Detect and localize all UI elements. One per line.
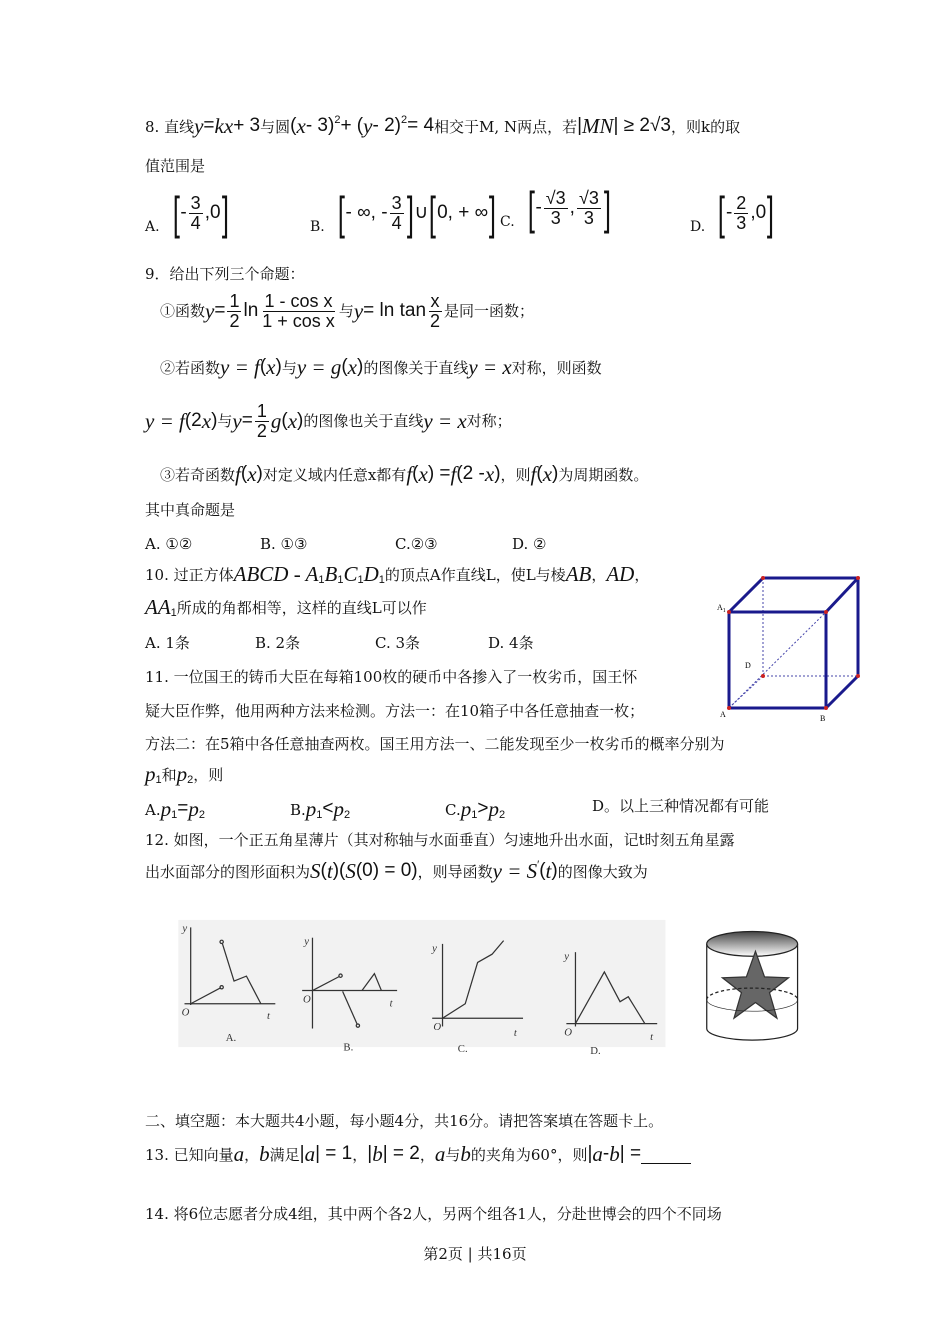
- subscript: 1: [316, 809, 323, 821]
- vertex: [761, 674, 765, 678]
- numerator: 2: [736, 192, 747, 213]
- text: 11. 一位国王的铸币大臣在每箱100枚的硬币中各掺入了一枚劣币，国王怀: [145, 668, 638, 686]
- superscript: 2: [334, 114, 341, 126]
- text: 的图像也关于直线: [303, 412, 424, 431]
- text: 二、填空题：本大题共4小题，每小题4分，共16分。请把答案填在答题卡上。: [145, 1112, 664, 1130]
- math: ): [551, 860, 558, 882]
- numerator: √3: [578, 187, 599, 208]
- text: 对称；: [466, 412, 512, 431]
- math-var: C: [343, 562, 358, 586]
- math-var: y = x: [423, 408, 467, 433]
- text: 对称，则函数: [511, 358, 602, 377]
- graph-label-a: A.: [225, 1031, 237, 1044]
- fraction: [189, 194, 203, 233]
- math: )(: [332, 860, 346, 882]
- denominator: 2: [430, 310, 441, 331]
- option-label: C.: [500, 214, 515, 231]
- denominator: 2: [229, 310, 240, 331]
- cube-figure: [700, 565, 870, 730]
- math-var: a: [434, 1142, 446, 1166]
- text: ，: [419, 1145, 435, 1164]
- cube-visible-edges: [729, 578, 858, 708]
- text: B. 2条: [255, 634, 301, 652]
- math-var: p: [176, 762, 188, 786]
- q9-proposition-2a: [160, 355, 602, 380]
- denominator: 3: [583, 207, 594, 228]
- text: ，则导函数: [417, 862, 493, 881]
- q11-stem-line3: [145, 735, 725, 753]
- text: 8. 直线: [145, 117, 195, 136]
- q11-stem-line2: [145, 702, 644, 720]
- graph-label-b: B.: [343, 1041, 354, 1054]
- q10-option-d: [488, 634, 534, 652]
- math: ): [275, 356, 282, 378]
- text: 的顶点A作直线L，使L与棱: [384, 565, 566, 584]
- q10-stem-line2: [145, 595, 427, 620]
- edge: [826, 676, 858, 708]
- math-var: b: [460, 1142, 471, 1166]
- subscript: 1: [378, 574, 385, 586]
- q8-option-d: [690, 187, 775, 239]
- math: =: [203, 115, 215, 137]
- text: ，则: [500, 465, 531, 484]
- text: 与: [445, 1145, 461, 1164]
- q8-option-c: [500, 182, 612, 234]
- numerator: 3: [190, 192, 201, 213]
- math-var: y = x: [468, 355, 512, 379]
- math-var: y = g: [296, 355, 342, 379]
- math-var: x: [201, 408, 212, 433]
- math: | = 2: [382, 1143, 420, 1165]
- label-a1: $A_1$: [717, 603, 726, 614]
- math-var: f: [406, 462, 413, 486]
- q11-option-c: [445, 797, 505, 822]
- text: A. 1条: [145, 634, 190, 652]
- text: 对定义域内任意x都有: [262, 465, 407, 484]
- math-var: a: [592, 1142, 603, 1166]
- numerator: x: [430, 291, 440, 311]
- subscript: 1: [171, 809, 178, 821]
- vertex: [824, 706, 828, 710]
- text: ，: [634, 565, 650, 584]
- math: |: [299, 1143, 305, 1165]
- text: C.②③: [395, 535, 438, 553]
- math: (: [281, 409, 288, 431]
- math-var: AB: [565, 562, 592, 586]
- math-var: p: [333, 797, 345, 821]
- q12-stem-line1: [145, 831, 735, 849]
- axis-label-y: y: [564, 950, 570, 963]
- math: -: [602, 1143, 610, 1165]
- label-a: A: [720, 710, 726, 719]
- text: ，: [352, 1145, 368, 1164]
- text: C. 3条: [375, 634, 421, 652]
- option-label: D.: [690, 219, 706, 236]
- math-var: ABCD - A: [233, 562, 319, 586]
- math-var: x: [266, 355, 276, 379]
- math: 0, + ∞: [437, 201, 489, 223]
- q8-stem-line2: [145, 157, 205, 175]
- edge: [729, 578, 763, 612]
- text: 与: [338, 302, 354, 321]
- denominator: 4: [391, 212, 402, 233]
- option-label: A.: [145, 219, 160, 236]
- math: (: [290, 115, 297, 137]
- bracket: [: [337, 187, 345, 239]
- graphs-background: [178, 920, 665, 1047]
- bracket: [: [172, 187, 180, 239]
- math-var: S: [310, 859, 321, 883]
- q9-option-b: [260, 535, 307, 553]
- subscript: 1: [318, 574, 325, 586]
- math: (: [536, 463, 543, 485]
- math: -: [535, 196, 542, 218]
- q11-option-a: [145, 797, 205, 822]
- axis-label-t: t: [650, 1031, 654, 1044]
- text: B.: [290, 800, 306, 819]
- q10-stem-line1: [145, 562, 649, 587]
- math-var: y: [353, 298, 364, 323]
- subscript: 2: [498, 809, 506, 821]
- math-var: x: [347, 355, 357, 379]
- text: B. ①③: [260, 535, 308, 553]
- q10-option-c: [375, 634, 420, 652]
- math-var: MN: [582, 114, 614, 138]
- math-var: AD: [606, 562, 635, 586]
- origin-label: O: [181, 1006, 190, 1019]
- vertex: [761, 576, 765, 580]
- math: ): [256, 463, 263, 485]
- math-var: x: [542, 462, 553, 486]
- text: ②若函数: [160, 358, 221, 377]
- math: |: [587, 1143, 593, 1165]
- numerator: 3: [391, 192, 402, 213]
- vertex: [727, 610, 731, 614]
- answer-blank: [641, 1145, 691, 1164]
- math: =: [214, 299, 226, 321]
- math-var: x: [287, 408, 298, 433]
- math: - ∞, -: [345, 201, 388, 223]
- bracket: ]: [221, 187, 229, 239]
- q11-option-d: [592, 797, 769, 815]
- math: (: [259, 356, 267, 378]
- math: = ln tan: [363, 299, 427, 321]
- q9-proposition-1: [160, 292, 534, 331]
- math-var: y: [232, 408, 242, 433]
- math-var: y = S: [492, 859, 538, 883]
- vertex: [856, 576, 860, 580]
- text: ，: [591, 565, 607, 584]
- math-var: a: [233, 1142, 245, 1166]
- text: 的图像大致为: [557, 862, 648, 881]
- math-var: t: [326, 859, 333, 883]
- math: -: [725, 201, 733, 223]
- text: 方法二：在5箱中各任意抽查两枚。国王用方法一、二能发现至少一枚劣币的概率分别为: [145, 735, 725, 753]
- denominator: 2: [256, 420, 267, 441]
- q10-option-b: [255, 634, 300, 652]
- math-var: b: [372, 1142, 383, 1166]
- denominator: 1 + cos x: [262, 310, 335, 331]
- math-var: t: [545, 859, 552, 883]
- cylinder-top: [707, 932, 798, 957]
- math: (2: [184, 409, 202, 431]
- text: 14. 将6位志愿者分成4组，其中两个各2人，另两个组各1人，分赴世博会的四个不同场: [145, 1205, 722, 1223]
- text: D. 4条: [488, 634, 534, 652]
- math-var: S: [345, 859, 356, 883]
- text: 为周期函数。: [558, 465, 649, 484]
- axis-label-y: y: [432, 942, 437, 955]
- math-var: b: [609, 1142, 620, 1166]
- math: ): [297, 409, 304, 431]
- graph-label-c: C.: [457, 1043, 468, 1056]
- origin-label: O: [433, 1020, 442, 1033]
- bracket: ]: [767, 187, 775, 239]
- text: 与圆: [260, 117, 291, 136]
- denominator: 4: [190, 212, 201, 233]
- fraction: [428, 292, 442, 331]
- page-footer: [0, 1245, 950, 1263]
- axis-label-y: y: [304, 935, 309, 948]
- text: ，: [244, 1145, 260, 1164]
- math-var: y: [205, 298, 215, 323]
- math: (: [341, 356, 348, 378]
- text: 和: [161, 765, 177, 784]
- math: ln: [243, 299, 259, 321]
- math: <: [322, 798, 334, 820]
- section-2-heading: [145, 1112, 663, 1130]
- q9-ask: [145, 501, 235, 519]
- math: ): [494, 463, 501, 485]
- text: A. ①②: [145, 535, 193, 553]
- subscript: 1: [471, 809, 478, 821]
- math: ) =: [427, 463, 451, 485]
- math: ): [357, 356, 364, 378]
- text: 疑大臣作弊，他用两种方法来检测。方法一：在10箱子中各任意抽查一枚；: [145, 702, 645, 720]
- text: D. ②: [512, 535, 547, 553]
- label-b: B: [820, 714, 826, 723]
- text: C.: [445, 800, 461, 819]
- subscript: 2: [187, 774, 194, 786]
- math: (: [240, 463, 248, 485]
- math: + 3: [233, 115, 261, 137]
- hidden-edge: [729, 676, 763, 708]
- graph-label-d: D.: [590, 1045, 601, 1058]
- math-var: x: [484, 462, 495, 486]
- math: ): [211, 409, 218, 431]
- axis-label-t: t: [267, 1010, 271, 1023]
- math-var: p: [305, 797, 317, 821]
- numerator: 1: [256, 401, 267, 421]
- math-var: y: [194, 114, 204, 138]
- q8-option-a: [145, 187, 229, 239]
- math-var: D: [363, 562, 379, 586]
- q8-stem-line1: [145, 114, 740, 139]
- math-var: y: [363, 114, 373, 138]
- math: | ≥ 2√3: [613, 115, 671, 137]
- q11-stem-line1: [145, 668, 637, 686]
- fraction: [577, 189, 601, 228]
- text: 13. 已知向量: [145, 1145, 234, 1164]
- subscript: 2: [344, 809, 351, 821]
- math-var: a: [304, 1142, 316, 1166]
- text: 与: [217, 412, 233, 431]
- subscript: 1: [357, 574, 364, 586]
- math-var: f: [235, 462, 241, 486]
- math-var: g: [270, 408, 282, 433]
- q12-figure: [170, 915, 810, 1058]
- text: ，则k的取: [671, 117, 741, 136]
- math-var: p: [488, 797, 499, 821]
- edge: [826, 578, 858, 612]
- math: - 3): [305, 115, 335, 137]
- q9-proposition-3: [160, 462, 648, 487]
- math: (: [320, 860, 327, 882]
- text: 是同一函数；: [444, 302, 535, 321]
- numerator: 1 - cos x: [264, 291, 333, 311]
- text: 值范围是: [145, 157, 206, 175]
- math: (2 -: [456, 463, 485, 485]
- text: ①函数: [160, 302, 206, 321]
- q14-stem: [145, 1205, 722, 1223]
- text: 的夹角为60°，则: [470, 1145, 588, 1164]
- subscript: 2: [198, 809, 205, 821]
- math: |: [577, 115, 583, 137]
- numerator: 1: [229, 291, 240, 311]
- text: 与: [281, 358, 297, 377]
- q13-stem: [145, 1142, 691, 1167]
- math: =: [241, 409, 253, 431]
- math: (: [539, 860, 546, 882]
- math: |: [367, 1143, 373, 1165]
- text: 所成的角都相等，这样的直线L可以作: [176, 598, 427, 617]
- origin-label: O: [302, 993, 311, 1006]
- denominator: 3: [550, 207, 561, 228]
- origin-label: O: [564, 1026, 573, 1039]
- denominator: 3: [736, 212, 747, 233]
- math-var: b: [259, 1142, 270, 1166]
- math-var: x: [247, 462, 257, 486]
- fraction: [255, 402, 269, 441]
- math: =: [177, 798, 189, 820]
- text: ，则: [193, 765, 224, 784]
- vertex: [856, 674, 860, 678]
- diagonal-line: [729, 612, 826, 708]
- math: = 4: [407, 115, 435, 137]
- axis-label-t: t: [389, 997, 393, 1010]
- math: ∪: [414, 201, 429, 223]
- q12-stem-line2: [145, 859, 648, 884]
- math: ): [552, 463, 559, 485]
- bracket: ]: [489, 187, 497, 239]
- vertex: [824, 610, 828, 614]
- math: >: [477, 798, 489, 820]
- math-var: B: [324, 562, 338, 586]
- numerator: √3: [545, 187, 566, 208]
- option-label: B.: [310, 219, 325, 236]
- math: ,0: [204, 201, 221, 223]
- text: 满足: [269, 1145, 300, 1164]
- math: ,: [569, 196, 575, 218]
- math-var: x: [418, 462, 428, 486]
- math-var: f: [530, 462, 537, 486]
- text: A.: [145, 800, 161, 819]
- q9-stem: [145, 265, 305, 283]
- text: 相交于M, N两点，若: [434, 117, 578, 136]
- math: | =: [619, 1143, 642, 1165]
- superscript: ′: [537, 859, 540, 871]
- subscript: 1: [337, 574, 344, 586]
- text: 10. 过正方体: [145, 565, 234, 584]
- vertex: [727, 706, 731, 710]
- bracket: [: [429, 187, 437, 239]
- label-d: D: [745, 661, 751, 670]
- fraction: [390, 194, 404, 233]
- text: 9．给出下列三个命题：: [145, 265, 305, 283]
- bracket: ]: [406, 187, 414, 239]
- subscript: 1: [170, 607, 177, 619]
- q9-option-d: [512, 535, 546, 553]
- text: 第2页 | 共16页: [423, 1245, 527, 1263]
- math-var: AA: [145, 595, 171, 619]
- math-var: y = f: [145, 408, 185, 433]
- text: ③若奇函数: [160, 465, 236, 484]
- bracket: ]: [603, 182, 611, 234]
- math: ,0: [750, 201, 767, 223]
- q8-option-b: [310, 187, 497, 239]
- text: 出水面部分的图形面积为: [145, 862, 311, 881]
- math: (: [412, 463, 419, 485]
- math-var: p: [160, 797, 172, 821]
- text: 的图像关于直线: [363, 358, 469, 377]
- q9-proposition-2b: [145, 402, 512, 441]
- q9-option-a: [145, 535, 192, 553]
- text: 其中真命题是: [145, 501, 236, 519]
- axis-label-y: y: [182, 922, 188, 935]
- fraction: [734, 194, 748, 233]
- superscript: 2: [400, 114, 408, 126]
- math-var: p: [188, 797, 199, 821]
- q11-stem-line4: [145, 762, 223, 787]
- fraction: [227, 292, 241, 331]
- bracket: [: [718, 187, 726, 239]
- math-var: x: [296, 114, 306, 138]
- text: 12. 如图，一个正五角星薄片（其对称轴与水面垂直）匀速地升出水面，记t时刻五角星露: [145, 831, 735, 849]
- math: + (: [340, 115, 364, 137]
- axis-label-t: t: [513, 1026, 517, 1039]
- math-var: y = f: [220, 355, 260, 379]
- math: - 2): [372, 115, 401, 137]
- fraction: [260, 292, 337, 331]
- subscript: 1: [155, 774, 162, 786]
- math: (0) = 0): [355, 860, 418, 882]
- math: -: [180, 201, 187, 223]
- fraction: [544, 189, 568, 228]
- math: | = 1: [315, 1143, 353, 1165]
- star-cylinder-illustration: [707, 932, 798, 1041]
- q10-option-a: [145, 634, 190, 652]
- bracket: [: [527, 182, 535, 234]
- text: D。以上三种情况都有可能: [592, 797, 770, 815]
- q11-option-b: [290, 797, 350, 822]
- math-var: f: [450, 462, 457, 486]
- q9-option-c: [395, 535, 438, 553]
- math-var: kx: [214, 114, 234, 138]
- math-var: p: [145, 762, 156, 786]
- math-var: p: [460, 797, 472, 821]
